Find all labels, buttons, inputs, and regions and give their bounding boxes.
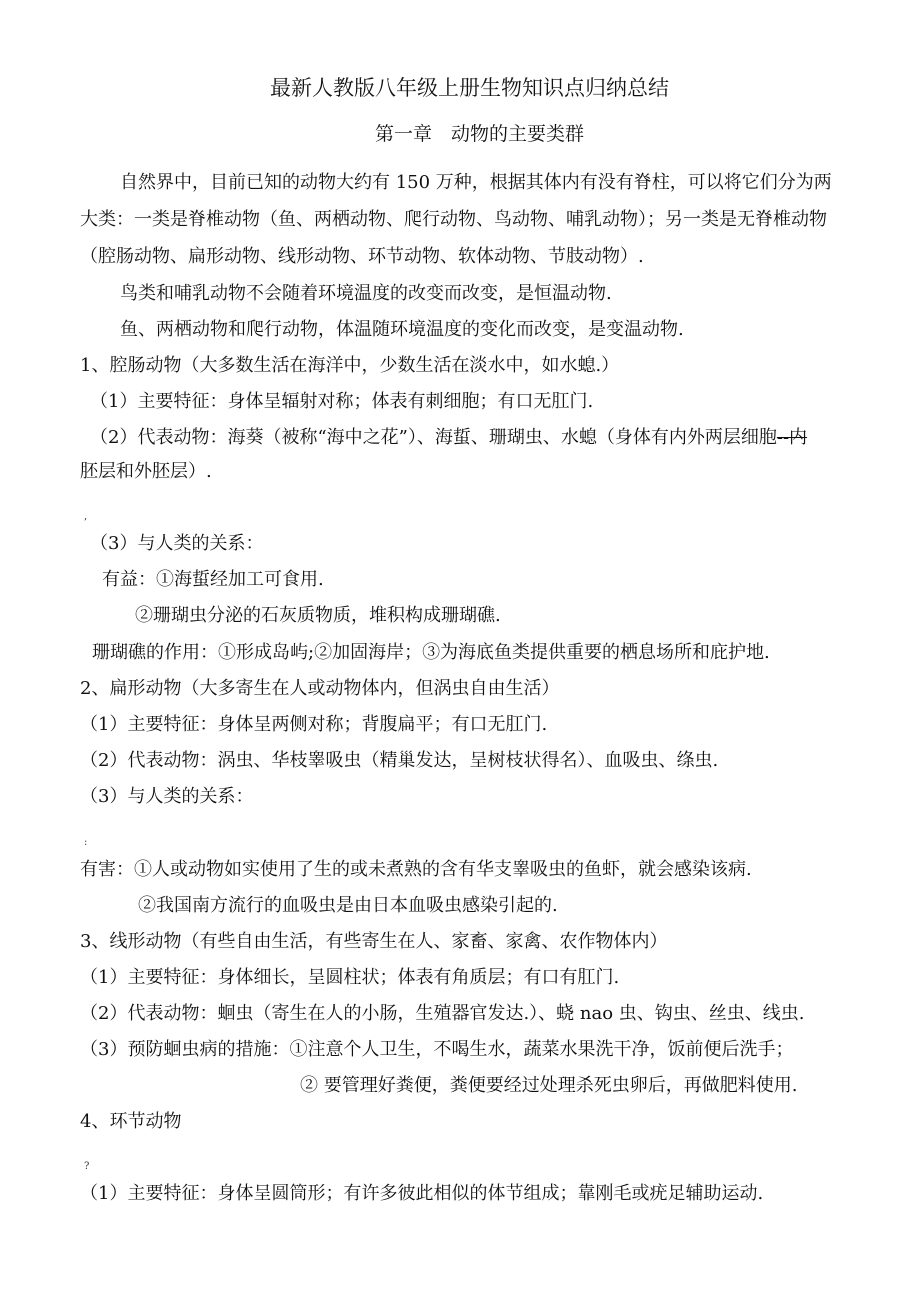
stray-mark: : bbox=[84, 837, 88, 848]
section-1-relation: （3）与人类的关系： bbox=[90, 533, 264, 554]
section-2-representatives: （2）代表动物：涡虫、华枝睾吸虫（精巢发达，呈树枝状得名）、血吸虫、绦虫. bbox=[80, 750, 719, 771]
document-title: 最新人教版八年级上册生物知识点归纳总结 bbox=[270, 76, 669, 100]
section-3-prevention-1: （3）预防蛔虫病的措施：①注意个人卫生，不喝生水，蔬菜水果洗干净，饭前便后洗手； bbox=[80, 1039, 794, 1060]
section-1-representatives bbox=[90, 426, 807, 450]
intro-paragraph-line-2: 大类：一类是脊椎动物（鱼、两栖动物、爬行动物、鸟动物、哺乳动物）；另一类是无脊椎动物 bbox=[80, 209, 827, 230]
section-4-features: （1）主要特征：身体呈圆筒形；有许多彼此相似的体节组成；靠刚毛或疣足辅助运动. bbox=[80, 1183, 764, 1204]
section-3-representatives: （2）代表动物：蛔虫（寄生在人的小肠，生殖器官发达.）、蛲 nao 虫、钩虫、丝虫、线虫. bbox=[80, 1003, 805, 1024]
section-1-representatives-text: （2）代表动物：海葵（被称“海中之花”）、海蜇、珊瑚虫、水螅（身体有内外两层细胞 bbox=[90, 427, 777, 448]
chapter-heading: 第一章 动物的主要类群 bbox=[375, 123, 585, 145]
section-2-heading: 2、扁形动物（大多寄生在人或动物体内，但涡虫自由生活） bbox=[80, 678, 560, 699]
section-1-features: （1）主要特征：身体呈辐射对称；体表有刺细胞；有口无肛门. bbox=[90, 391, 594, 412]
section-3-prevention-2: ② 要管理好粪便，粪便要经过处理杀死虫卵后，再做肥料使用. bbox=[300, 1075, 798, 1096]
section-2-harm-2: ②我国南方流行的血吸虫是由日本血吸虫感染引起的. bbox=[138, 895, 558, 916]
intro-paragraph-line-1: 自然界中，目前已知的动物大约有 150 万种，根据其体内有没有脊柱，可以将它们分为两 bbox=[120, 172, 832, 193]
section-2-features: （1）主要特征：身体呈两侧对称；背腹扁平；有口无肛门. bbox=[80, 714, 548, 735]
section-3-heading: 3、线形动物（有些自由生活，有些寄生在人、家畜、家禽、农作物体内） bbox=[80, 931, 668, 952]
intro-paragraph-line-3: （腔肠动物、扁形动物、线形动物、环节动物、软体动物、节肢动物）. bbox=[80, 246, 644, 267]
section-1-benefit-2: ②珊瑚虫分泌的石灰质物质，堆积构成珊瑚礁. bbox=[135, 605, 501, 626]
warm-blooded-paragraph: 鸟类和哺乳动物不会随着环境温度的改变而改变，是恒温动物. bbox=[120, 283, 612, 304]
section-3-features: （1）主要特征：身体细长，呈圆柱状；体表有角质层；有口有肛门. bbox=[80, 967, 620, 988]
section-4-heading: 4、环节动物 bbox=[80, 1111, 182, 1132]
cold-blooded-paragraph: 鱼、两栖动物和爬行动物，体温随环境温度的变化而改变，是变温动物. bbox=[120, 319, 684, 340]
section-2-relation: （3）与人类的关系： bbox=[80, 786, 254, 807]
section-1-heading: 1、腔肠动物（大多数生活在海洋中，少数生活在淡水中，如水螅.） bbox=[80, 355, 620, 376]
stray-mark: ? bbox=[84, 1161, 90, 1172]
section-1-representatives-cont: 胚层和外胚层）. bbox=[80, 461, 212, 482]
struck-text: --内 bbox=[776, 427, 808, 448]
coral-reef-roles: 珊瑚礁的作用：①形成岛屿;②加固海岸；③为海底鱼类提供重要的栖息场所和庇护地. bbox=[92, 642, 770, 663]
section-1-benefit-1: 有益：①海蜇经加工可食用. bbox=[102, 569, 324, 590]
section-2-harm-1: 有害：①人或动物如实使用了生的或未煮熟的含有华支睾吸虫的鱼虾，就会感染该病. bbox=[80, 859, 752, 880]
stray-mark: , bbox=[84, 511, 88, 522]
